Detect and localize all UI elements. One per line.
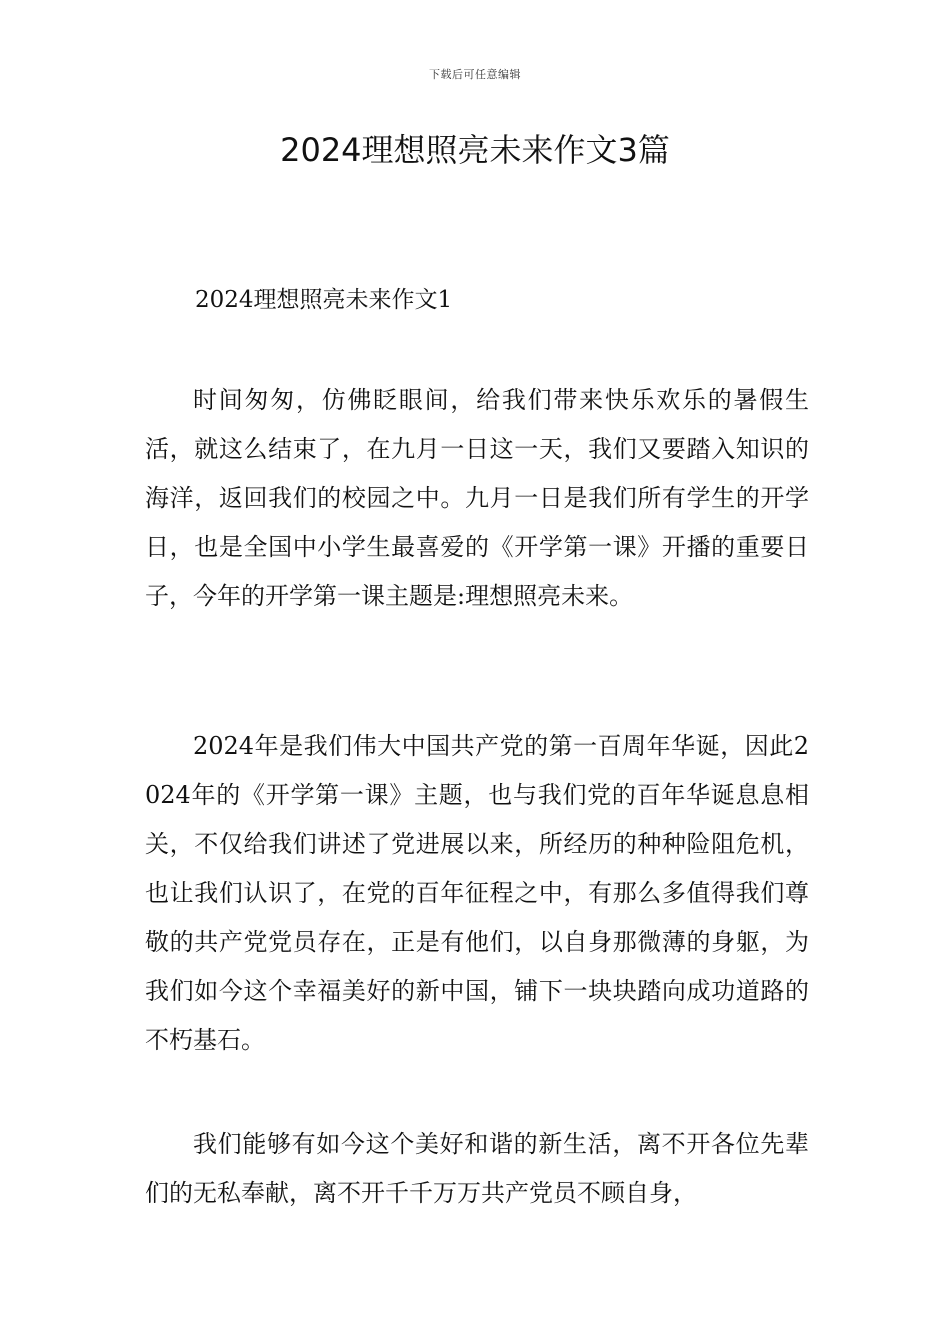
paragraph-3: 我们能够有如今这个美好和谐的新生活，离不开各位先辈们的无私奉献，离不开千千万万共产党员不顾自身， (145, 1130, 809, 1207)
paragraph-1: 时间匆匆，仿佛眨眼间，给我们带来快乐欢乐的暑假生活，就这么结束了，在九月一日这一天，我们又要踏入知识的海洋，返回我们的校园之中。九月一日是我们所有学生的开学日，也是全国中小学生最喜爱的《开学第一课》开播的重要日子，今年的开学第一课主题是:理想照亮未来。 (145, 386, 809, 610)
section-heading: 2024理想照亮未来作文1 (195, 287, 453, 313)
document-title: 2024理想照亮未来作文3篇 (280, 131, 670, 169)
header-note: 下载后可任意编辑 (429, 68, 521, 81)
paragraph-2: 2024年是我们伟大中国共产党的第一百周年华诞，因此2024年的《开学第一课》主题，也与我们党的百年华诞息息相关，不仅给我们讲述了党进展以来，所经历的种种险阻危机，也让我们认识了，在党的百年征程之中，有那么多值得我们尊敬的共产党党员存在，正是有他们，以自身那微薄的身躯，为我们如今这个幸福美好的新中国，铺下一块块踏向成功道路的不朽基石。 (145, 732, 809, 1054)
